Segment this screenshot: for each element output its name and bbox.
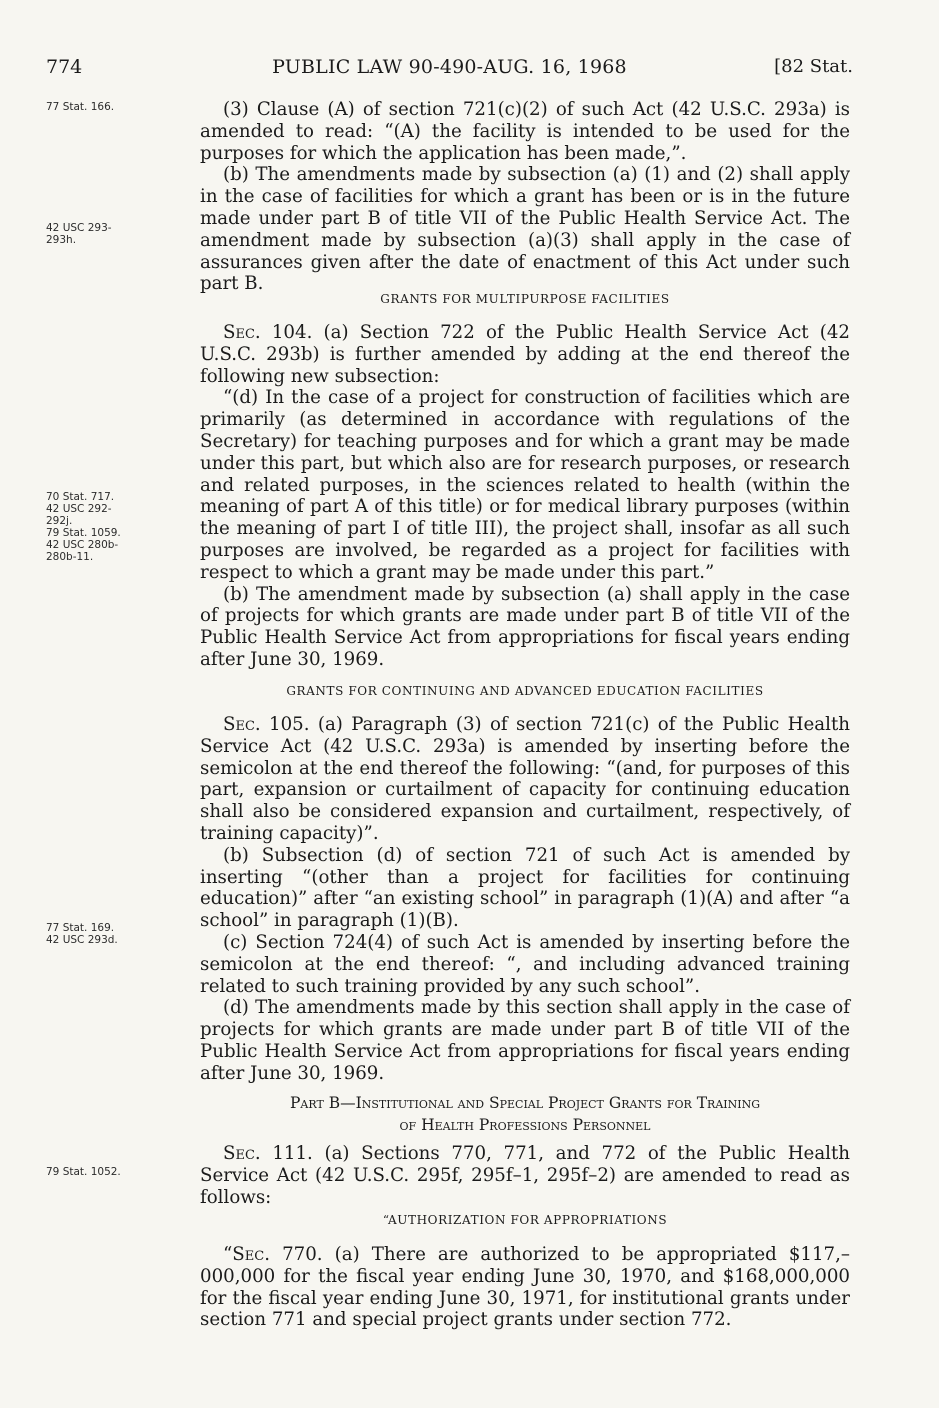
paragraph: “(d) In the case of a project for construction of facilities which are primarily (as determined in accordance with regulations of the Secretary) for teaching purposes and for which a grant may be made under this part, but which also are for research purposes, or research and related purposes, in the sciences related to health (within the meaning of part A of this title) or for medical library purposes (within the meaning of part I of title III), the project shall, insofar as all such purposes are involved, be regarded as a project for facilities with respect to which a grant may be made under this part.” bbox=[200, 387, 850, 583]
paragraph bbox=[200, 1143, 850, 1208]
paragraph-text: 111. (a) Sections 770, 771, and 772 of the Public Health Service Act (42 U.S.C. 295f, 295f–1, 295f–2) are amended to read as follows: bbox=[200, 1143, 850, 1208]
margin-note-line: 292j. bbox=[46, 515, 73, 527]
page-title: PUBLIC LAW 90-490-AUG. 16, 1968 bbox=[272, 56, 627, 78]
paragraph-text: 105. (a) Paragraph (3) of section 721(c) of the Public Health Service Act (42 U.S.C. 293a) is amended by inserting before the semicolon at the end thereof the following: “(and, for purposes of this part, expansion or curtailment of capacity for continuing education shall also be considered expansion and curtailment, respectively, of training capacity)”. bbox=[200, 714, 850, 844]
paragraph-text: 770. (a) There are authorized to be appropriated $117,–000,000 for the fiscal year ending June 30, 1970, and $168,000,000 for the fiscal year ending June 30, 1971, for institutional grants under section 771 and special project grants under section 772. bbox=[200, 1244, 850, 1331]
paragraph-text: 104. (a) Section 722 of the Public Health Service Act (42 U.S.C. 293b) is further amended by adding at the end thereof the following new subsection: bbox=[200, 322, 850, 387]
margin-note-line: 42 USC 292- bbox=[46, 503, 112, 515]
margin-note-line: 42 USC 293d. bbox=[46, 934, 118, 946]
section-label: Sec. bbox=[223, 322, 261, 343]
paragraph: (b) Subsection (d) of section 721 of such Act is amended by inserting “(other than a project for facilities for continuing education)” after “an existing school” in paragraph (1)(A) and after “a school” in paragraph (1)(B). bbox=[200, 844, 850, 932]
paragraph: (d) The amendments made by this section shall apply in the case of projects for which grants are made under part B of title VII of the Public Health Service Act from appropriations for fiscal years ending after June 30, 1969. bbox=[200, 997, 850, 1084]
margin-note bbox=[46, 922, 166, 946]
margin-note-line: 280b-11. bbox=[46, 551, 94, 563]
margin-note bbox=[46, 222, 166, 246]
paragraph bbox=[200, 714, 850, 845]
paragraph: (b) The amendments made by subsection (a) (1) and (2) shall apply in the case of facilities for which a grant has been or is in the future made under part B of title VII of the Public Health Service Act. The amendment made by subsection (a)(3) shall apply in the case of assurances given after the date of enactment of this Act under such part B. bbox=[200, 164, 850, 295]
margin-note-line: 42 USC 293- bbox=[46, 222, 112, 234]
margin-note bbox=[46, 491, 166, 563]
section-105 bbox=[200, 714, 850, 1085]
margin-note-line: 293h. bbox=[46, 234, 77, 246]
section-label: Sec. bbox=[223, 714, 261, 735]
section-heading: GRANTS FOR CONTINUING AND ADVANCED EDUCATION FACILITIES bbox=[286, 684, 764, 698]
stat-reference: [82 Stat. bbox=[774, 56, 853, 77]
margin-note-line: 77 Stat. 166. bbox=[46, 101, 115, 113]
part-heading-line: Part B—Institutional and Special Project Grants for Training bbox=[289, 1094, 761, 1112]
section-111 bbox=[200, 1143, 850, 1208]
margin-note-line: 79 Stat. 1059. bbox=[46, 527, 121, 539]
page-header bbox=[46, 56, 853, 82]
section-label: “Sec. bbox=[223, 1244, 270, 1265]
page-number: 774 bbox=[46, 56, 83, 78]
margin-note-line: 70 Stat. 717. bbox=[46, 491, 115, 503]
paragraph: (3) Clause (A) of section 721(c)(2) of such Act (42 U.S.C. 293a) is amended to read: “(A) the facility is intended to be used for the purposes for which the application has been made,”. bbox=[200, 99, 850, 164]
section-label: Sec. bbox=[223, 1143, 261, 1164]
margin-note-line: 77 Stat. 169. bbox=[46, 922, 115, 934]
margin-note bbox=[46, 101, 166, 113]
part-heading bbox=[200, 1092, 850, 1136]
section-103-continuation bbox=[200, 99, 850, 295]
paragraph bbox=[200, 1244, 850, 1331]
margin-note bbox=[46, 1166, 166, 1178]
margin-note-line: 42 USC 280b- bbox=[46, 539, 119, 551]
paragraph: (c) Section 724(4) of such Act is amended by inserting before the semicolon at the end thereof: “, and including advanced training related to such training provided by any such school”. bbox=[200, 931, 850, 997]
section-heading: GRANTS FOR MULTIPURPOSE FACILITIES bbox=[380, 292, 670, 306]
section-770 bbox=[200, 1244, 850, 1331]
paragraph bbox=[200, 322, 850, 387]
paragraph: (b) The amendment made by subsection (a) shall apply in the case of projects for which grants are made under part B of title VII of the Public Health Service Act from appropriations for fiscal years ending after June 30, 1969. bbox=[200, 583, 850, 670]
section-heading: “AUTHORIZATION FOR APPROPRIATIONS bbox=[382, 1213, 668, 1227]
margin-note-line: 79 Stat. 1052. bbox=[46, 1166, 121, 1178]
part-heading-line: of Health Professions Personnel bbox=[399, 1116, 651, 1134]
section-104 bbox=[200, 322, 850, 671]
